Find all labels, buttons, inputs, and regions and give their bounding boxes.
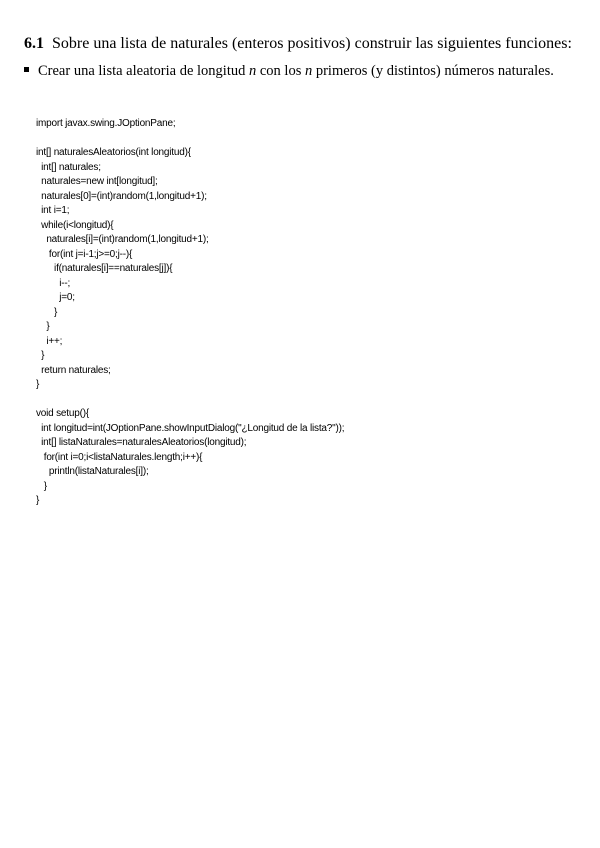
exercise-number: 6.1 bbox=[24, 35, 44, 52]
code-line: int longitud=int(JOptionPane.showInputDialog("¿Longitud de la lista?")); bbox=[36, 422, 345, 434]
code-line bbox=[36, 393, 344, 408]
code-line: while(i<longitud){ bbox=[36, 219, 114, 231]
task-text-2: con los bbox=[256, 63, 305, 79]
task-text-3: primeros (y distintos) números naturales. bbox=[312, 63, 554, 79]
code-line: println(listaNaturales[i]); bbox=[36, 466, 149, 477]
task-bullet bbox=[24, 62, 554, 80]
code-line: naturales[i]=(int)random(1,longitud+1); bbox=[36, 234, 209, 245]
code-line: } bbox=[36, 480, 47, 492]
code-line bbox=[36, 132, 344, 147]
code-line: } bbox=[36, 495, 40, 506]
code-line: } bbox=[36, 306, 58, 318]
code-line: for(int i=0;i<listaNaturales.length;i++){ bbox=[36, 451, 203, 463]
code-line: j=0; bbox=[36, 292, 75, 303]
code-line: i--; bbox=[36, 277, 71, 289]
code-line: } bbox=[36, 321, 50, 332]
code-line: void setup(){ bbox=[36, 408, 89, 419]
code-line: int i=1; bbox=[36, 205, 70, 216]
code-line: if(naturales[i]==naturales[j]){ bbox=[36, 263, 173, 274]
code-listing bbox=[36, 117, 344, 509]
exercise-title: Sobre una lista de naturales (enteros positivos) construir las siguientes funciones: bbox=[52, 35, 572, 52]
task-var-n-2: n bbox=[304, 63, 313, 79]
code-line: naturales=new int[longitud]; bbox=[36, 176, 158, 187]
code-line: return naturales; bbox=[36, 364, 111, 376]
code-line: for(int j=i-1;j>=0;j--){ bbox=[36, 248, 133, 260]
code-line: import javax.swing.JOptionPane; bbox=[36, 118, 176, 129]
code-line: } bbox=[36, 350, 45, 361]
bullet-square-icon bbox=[24, 67, 29, 72]
code-line: int[] naturalesAleatorios(int longitud){ bbox=[36, 147, 191, 158]
task-var-n-1: n bbox=[248, 63, 257, 79]
code-line: } bbox=[36, 379, 40, 390]
code-line: int[] naturales; bbox=[36, 161, 101, 173]
code-line: i++; bbox=[36, 335, 63, 347]
code-line: naturales[0]=(int)random(1,longitud+1); bbox=[36, 190, 207, 202]
task-text-1: Crear una lista aleatoria de longitud bbox=[38, 63, 249, 79]
exercise-heading bbox=[24, 34, 572, 54]
code-line: int[] listaNaturales=naturalesAleatorios(longitud); bbox=[36, 437, 247, 448]
